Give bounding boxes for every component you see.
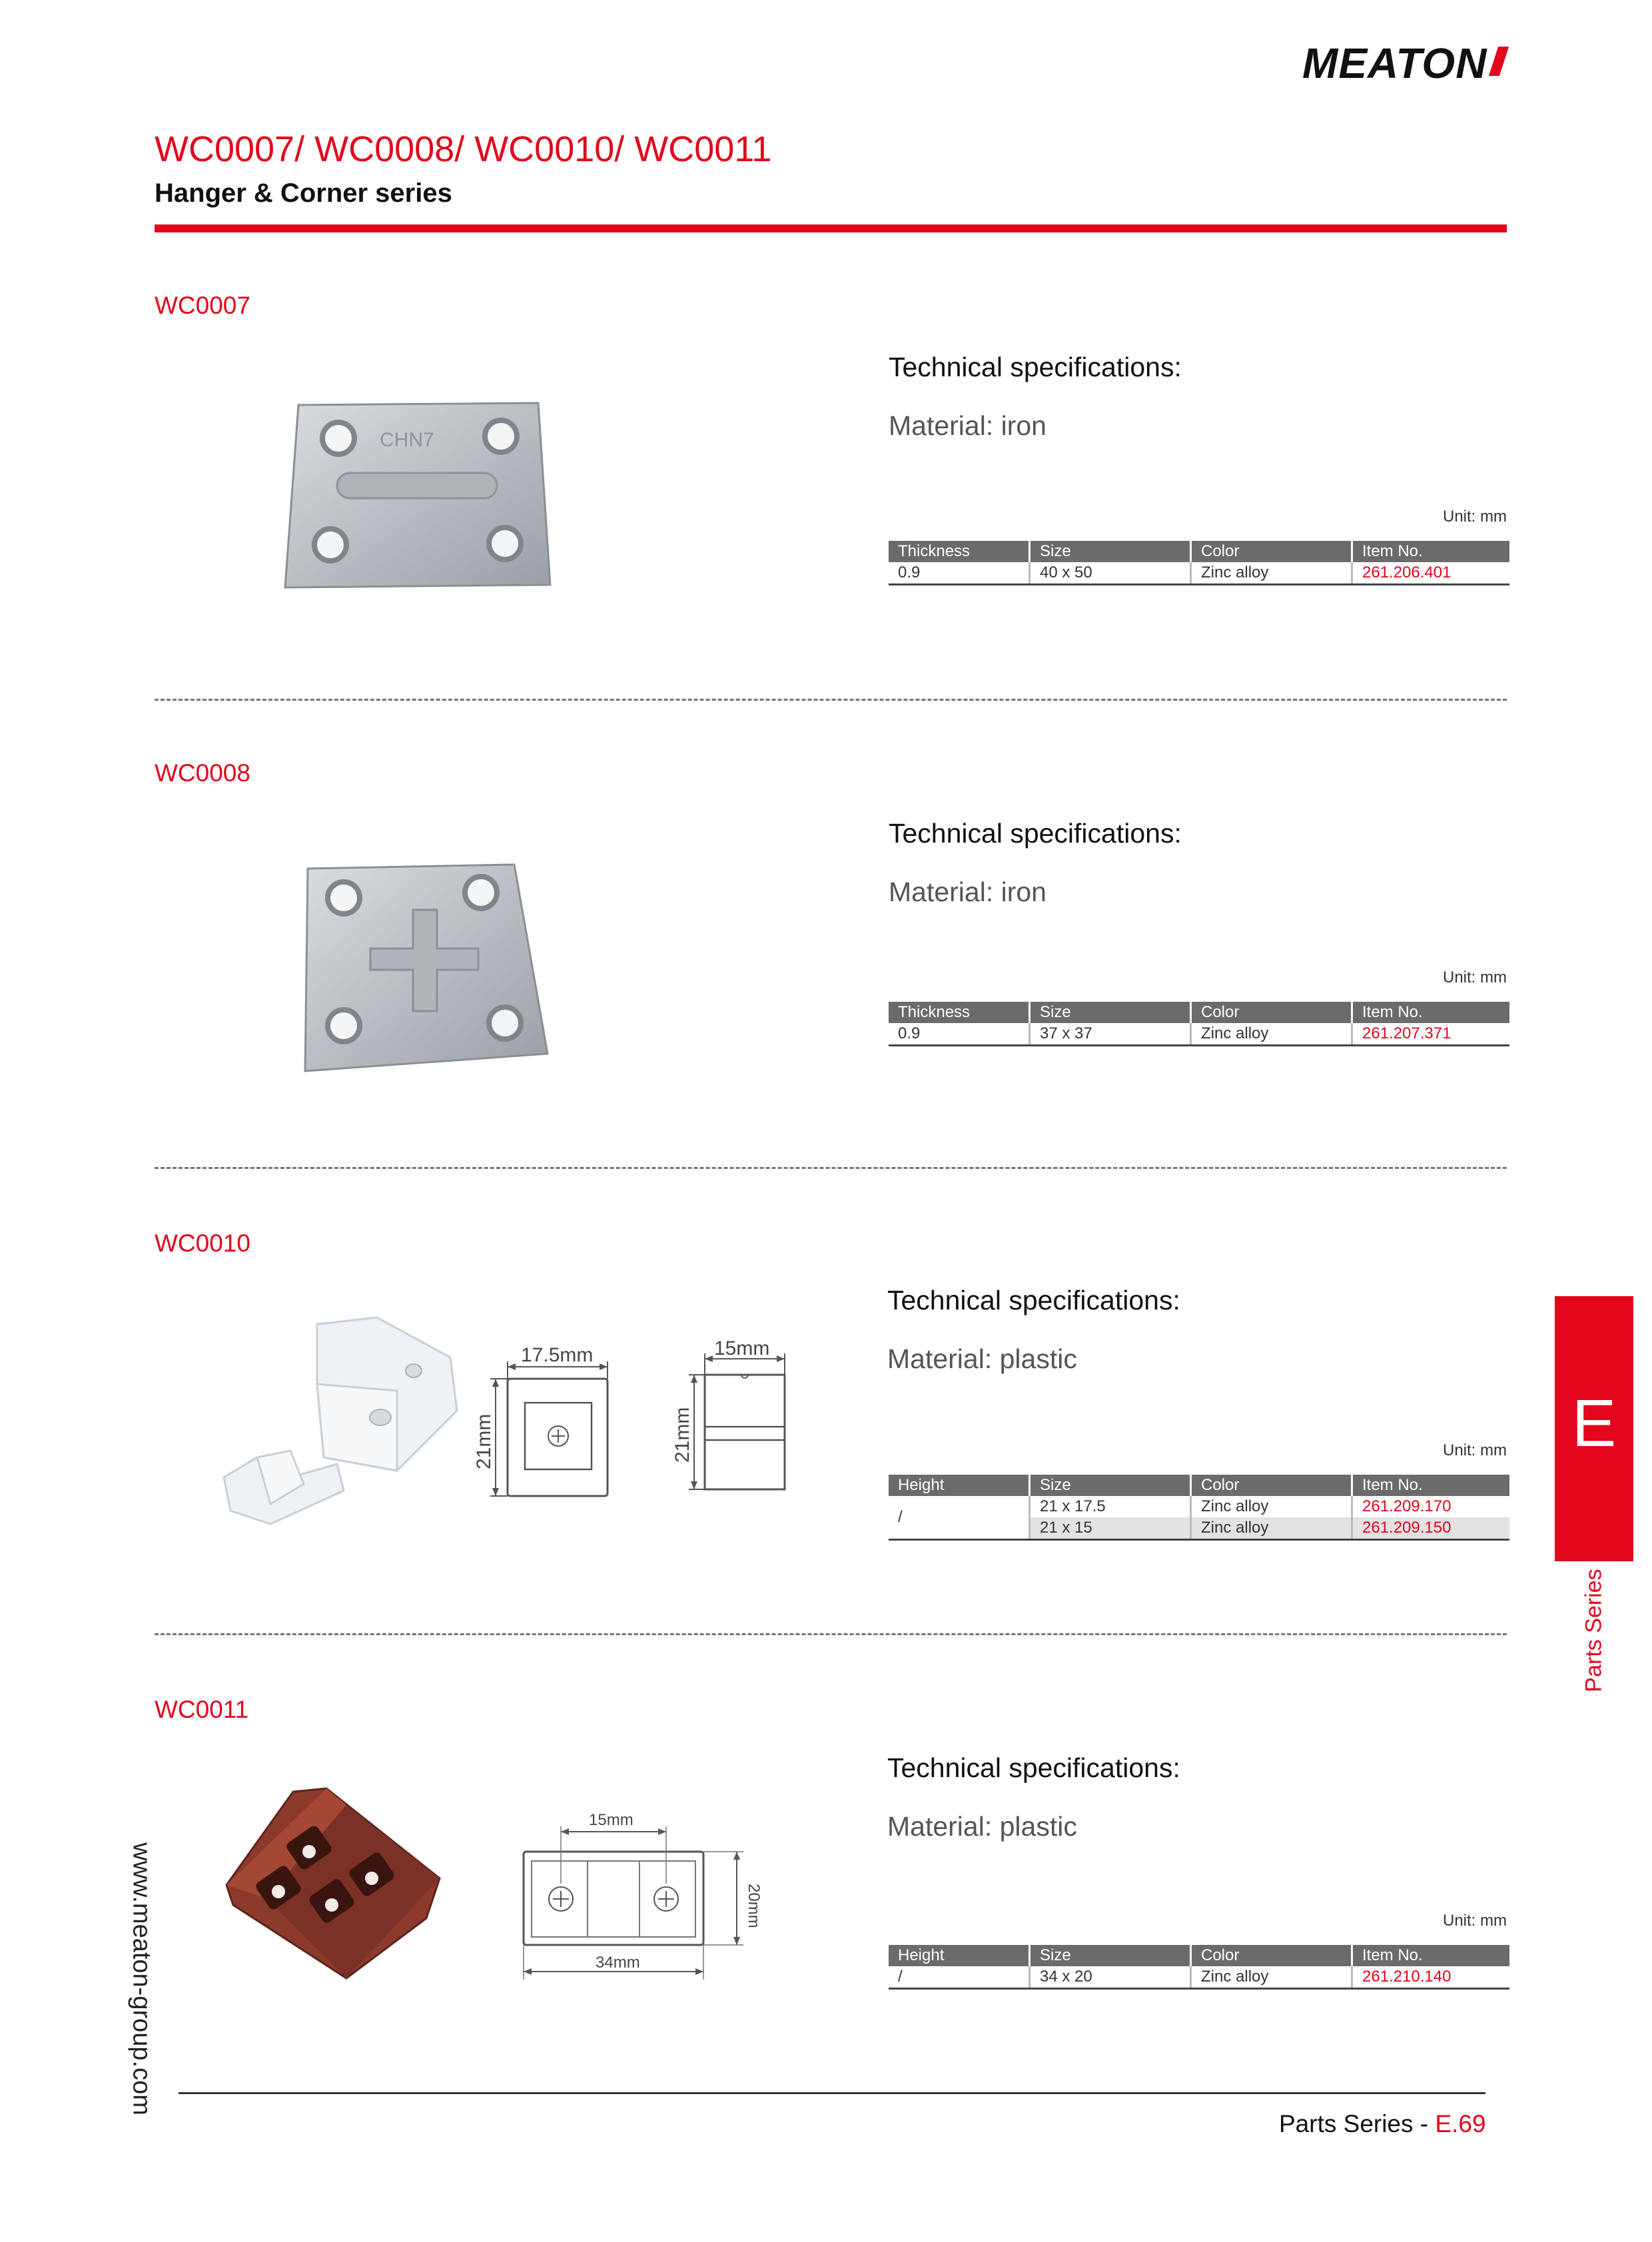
section-code-wc0011: WC0011 xyxy=(155,1696,249,1723)
col-header: Size xyxy=(1030,541,1191,562)
material-text: Material: plastic xyxy=(887,1811,1077,1842)
col-header: Thickness xyxy=(889,541,1030,562)
col-header: Item No. xyxy=(1352,1002,1510,1023)
cell-color: Zinc alloy xyxy=(1191,562,1352,585)
section-code-wc0007: WC0007 xyxy=(155,292,250,319)
cell-item-no: 261.207.371 xyxy=(1352,1023,1510,1046)
cell-size: 21 x 17.5 xyxy=(1030,1496,1191,1517)
dim-height-b: 21mm xyxy=(671,1407,693,1463)
cell-height: / xyxy=(889,1496,1030,1540)
footer-section: E. xyxy=(1435,2110,1459,2137)
col-header: Height xyxy=(889,1475,1030,1496)
col-header: Item No. xyxy=(1352,1945,1510,1966)
table-row xyxy=(889,1023,1509,1046)
product-image-wc0011 xyxy=(220,1785,453,1985)
col-header: Size xyxy=(1030,1475,1191,1496)
dimension-drawing-wc0010-a xyxy=(466,1339,626,1505)
cell-size: 37 x 37 xyxy=(1030,1023,1191,1046)
cell-size: 40 x 50 xyxy=(1030,562,1191,585)
unit-label: Unit: mm xyxy=(1443,1912,1507,1930)
table-row xyxy=(889,1496,1509,1517)
col-header: Item No. xyxy=(1352,541,1510,562)
dim-top: 15mm xyxy=(589,1811,633,1829)
dim-height-a: 21mm xyxy=(473,1413,495,1469)
brand-logo-mark xyxy=(1489,47,1509,76)
cell-color: Zinc alloy xyxy=(1191,1966,1352,1989)
cell-height: / xyxy=(889,1966,1030,1989)
section-divider xyxy=(155,699,1507,701)
unit-label: Unit: mm xyxy=(1443,508,1507,526)
col-header: Height xyxy=(889,1945,1030,1966)
page-subtitle: Hanger & Corner series xyxy=(155,179,452,208)
cell-item-no: 261.209.150 xyxy=(1352,1517,1510,1540)
title-rule xyxy=(155,224,1507,232)
page-footer xyxy=(1279,2110,1486,2138)
col-header: Size xyxy=(1030,1002,1191,1023)
cell-size: 34 x 20 xyxy=(1030,1966,1191,1989)
section-divider xyxy=(155,1167,1507,1169)
spec-title: Technical specifications: xyxy=(887,1285,1180,1315)
dimension-drawing-wc0011 xyxy=(513,1805,779,1992)
svg-text:CHN7: CHN7 xyxy=(380,429,434,451)
cell-color: Zinc alloy xyxy=(1191,1496,1352,1517)
dimension-drawing-wc0010-b xyxy=(666,1332,799,1499)
col-header: Thickness xyxy=(889,1002,1030,1023)
spec-table-wc0008 xyxy=(889,1002,1509,1046)
spec-table-wc0011 xyxy=(889,1945,1509,1990)
cell-thickness: 0.9 xyxy=(889,1023,1030,1046)
col-header: Color xyxy=(1191,1002,1352,1023)
col-header: Color xyxy=(1191,1475,1352,1496)
section-tab-series: Parts Series xyxy=(1581,1569,1607,1692)
cell-color: Zinc alloy xyxy=(1191,1517,1352,1540)
dim-side: 20mm xyxy=(745,1884,763,1928)
footer-rule xyxy=(179,2092,1485,2094)
section-divider xyxy=(155,1633,1507,1635)
website-url: www.meaton-group.com xyxy=(127,1842,156,2115)
brand-logo: MEATON xyxy=(1302,39,1487,87)
page-number: 69 xyxy=(1458,2110,1486,2137)
product-image-wc0008 xyxy=(300,863,553,1076)
section-code-wc0008: WC0008 xyxy=(155,759,250,787)
cell-color: Zinc alloy xyxy=(1191,1023,1352,1046)
spec-table-wc0010 xyxy=(889,1475,1509,1541)
material-text: Material: iron xyxy=(889,877,1046,907)
dim-bottom: 34mm xyxy=(596,1954,640,1972)
cell-item-no: 261.209.170 xyxy=(1352,1496,1510,1517)
material-text: Material: iron xyxy=(889,410,1046,441)
section-tab-letter: E xyxy=(1571,1386,1617,1461)
col-header: Size xyxy=(1030,1945,1191,1966)
cell-item-no: 261.210.140 xyxy=(1352,1966,1510,1989)
col-header: Color xyxy=(1191,1945,1352,1966)
product-image-wc0007 xyxy=(280,400,560,593)
col-header: Color xyxy=(1191,541,1352,562)
spec-table-wc0007 xyxy=(889,541,1509,585)
col-header: Item No. xyxy=(1352,1475,1510,1496)
unit-label: Unit: mm xyxy=(1443,968,1507,986)
spec-title: Technical specifications: xyxy=(887,1752,1180,1783)
section-code-wc0010: WC0010 xyxy=(155,1230,250,1257)
spec-title: Technical specifications: xyxy=(889,818,1182,849)
spec-title: Technical specifications: xyxy=(889,352,1182,382)
cell-item-no: 261.206.401 xyxy=(1352,562,1510,585)
dim-width-a: 17.5mm xyxy=(521,1344,594,1366)
dim-width-b: 15mm xyxy=(714,1337,770,1359)
material-text: Material: plastic xyxy=(887,1343,1077,1374)
table-row xyxy=(889,1966,1509,1989)
unit-label: Unit: mm xyxy=(1443,1441,1507,1459)
table-row xyxy=(889,562,1509,585)
cell-size: 21 x 15 xyxy=(1030,1517,1191,1540)
cell-thickness: 0.9 xyxy=(889,562,1030,585)
page-title: WC0007/ WC0008/ WC0010/ WC0011 xyxy=(155,129,772,169)
product-image-wc0010 xyxy=(217,1311,464,1537)
footer-series: Parts Series - xyxy=(1279,2110,1436,2137)
